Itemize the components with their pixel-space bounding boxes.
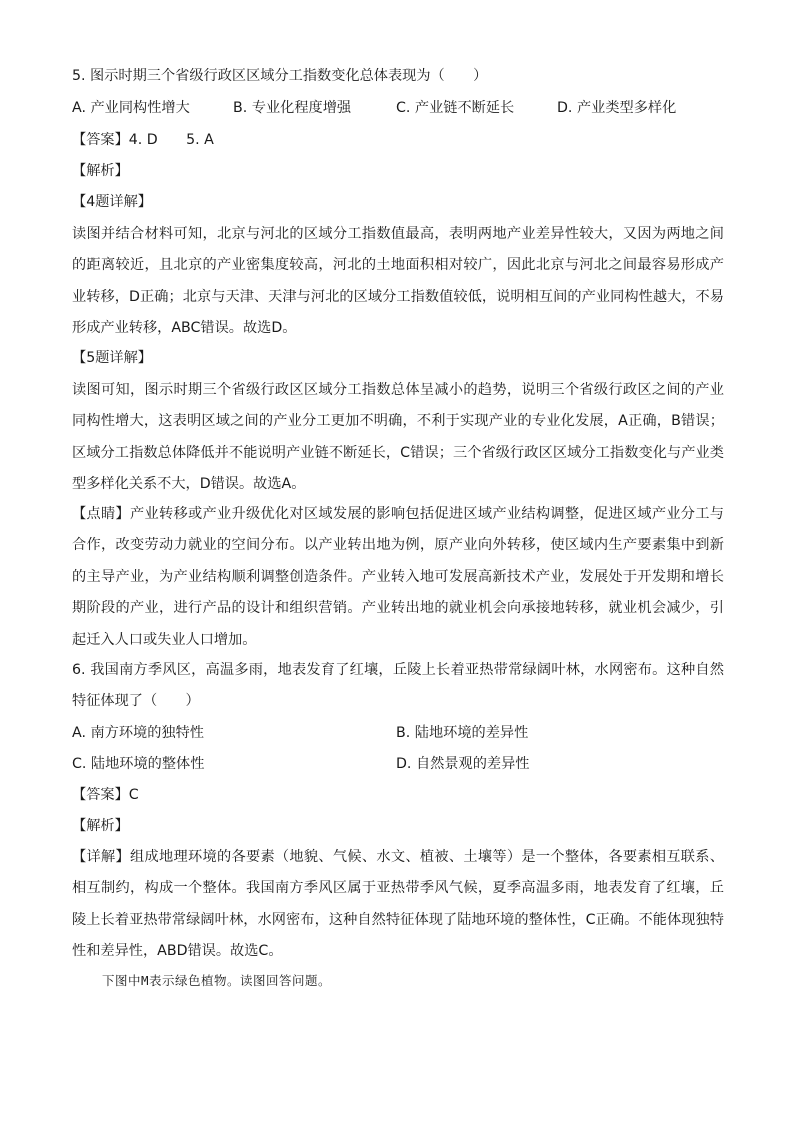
detail-5-header: 【5题详解】 (72, 350, 152, 366)
detail-6-text: 【详解】组成地理环境的各要素（地貌、气候、水文、植被、土壤等）是一个整体，各要素相互联系、相互制约，构成一个整体。我国南方季风区属于亚热带季风气候，夏季高温多雨，地表发育了红壤，丘陵上长着亚热带常绿阔叶林，水网密布，这种自然特征体现了陆地环境的整体性，C正确。不能体现独特性和差异性，ABD错误。故选C。 (72, 849, 724, 960)
q5-option-d: D. 产业类型多样化 (557, 100, 677, 116)
q6-option-c: C. 陆地环境的整体性 (72, 756, 205, 772)
detail-4-header: 【4题详解】 (72, 194, 152, 210)
q6-option-d: D. 自然景观的差异性 (396, 756, 530, 772)
analysis-label-2: 【解析】 (72, 818, 129, 834)
q6-option-a: A. 南方环境的独特性 (72, 725, 204, 741)
q5-option-c: C. 产业链不断延长 (396, 100, 515, 116)
detail-4-text: 读图并结合材料可知，北京与河北的区域分工指数值最高，表明两地产业差异性较大，又因为两地之间的距离较近，且北京的产业密集度较高，河北的土地面积相对较广，因此北京与河北之间最容易形成产业转移，D正确；北京与天津、天津与河北的区域分工指数值较低，说明相互间的产业同构性越大，不易形成产业转移，ABC错误。故选D。 (72, 226, 724, 337)
next-question-intro: 下图中M表示绿色植物。读图回答问题。 (102, 973, 332, 988)
question-5-stem: 5. 图示时期三个省级行政区区域分工指数变化总体表现为（ ） (72, 68, 488, 84)
question-6-stem: 6. 我国南方季风区，高温多雨，地表发育了红壤，丘陵上长着亚热带常绿阔叶林，水网密布。这种自然特征体现了（ ） (72, 662, 724, 710)
q6-option-b: B. 陆地环境的差异性 (396, 725, 529, 741)
tips-paragraph: 【点睛】产业转移或产业升级优化对区域发展的影响包括促进区域产业结构调整，促进区域产业分工与合作，改变劳动力就业的空间分布。以产业转出地为例，原产业向外转移，使区域内生产要素集中到新的主导产业，为产业结构顺利调整创造条件。产业转入地可发展高新技术产业，发展处于开发期和增长期阶段的产业，进行产品的设计和组织营销。产业转出地的就业机会向承接地转移，就业机会减少，引起迁入人口或失业人口增加。 (72, 506, 724, 648)
q5-option-b: B. 专业化程度增强 (233, 100, 352, 116)
answer-4-5: 【答案】4. D 5. A (72, 132, 214, 148)
answer-6: 【答案】C (72, 787, 139, 803)
detail-5-text: 读图可知，图示时期三个省级行政区区域分工指数总体呈减小的趋势，说明三个省级行政区之间的产业同构性增大，这表明区域之间的产业分工更加不明确，不利于实现产业的专业化发展，A正确，B错误；区域分工指数总体降低并不能说明产业链不断延长，C错误；三个省级行政区区域分工指数变化与产业类型多样化关系不大，D错误。故选A。 (72, 382, 724, 493)
q5-option-a: A. 产业同构性增大 (72, 100, 190, 116)
analysis-label: 【解析】 (72, 163, 129, 179)
